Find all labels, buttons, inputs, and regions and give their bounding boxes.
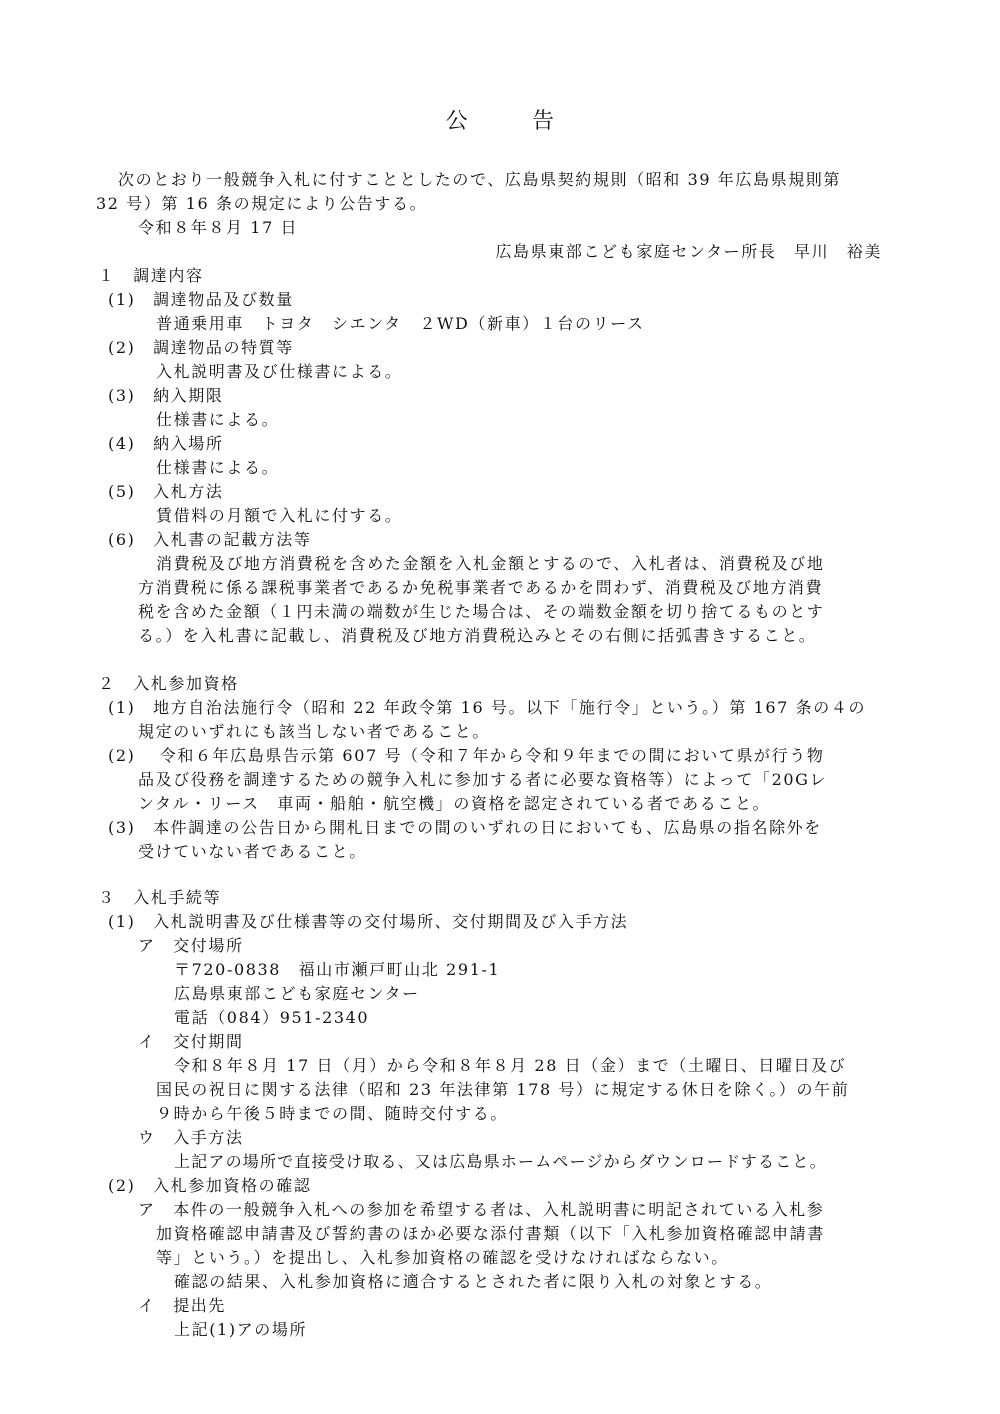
s3-sub-b-label: イ 交付期間 [138,1032,244,1051]
s3-sub-a2-line-2: 加資格確認申請書及び誓約書のほか必要な添付書類（以下「入札参加資格確認申請書 [156,1224,825,1243]
s1-item-6-line-4: る。）を入札書に記載し、消費税及び地方消費税込みとその右側に括弧書きすること。 [138,626,817,645]
s1-item-5-text: 賃借料の月額で入札に付する。 [156,506,403,525]
section-3-heading: ３ 入札手続等 [98,888,222,907]
s3-sub-c-text: 上記アの場所で直接受け取る、又は広島県ホームページからダウンロードすること。 [174,1152,827,1171]
s1-item-6-line-1: 消費税及び地方消費税を含めた金額を入札金額とするので、入札者は、消費税及び地 [156,554,825,573]
section-1-heading: １ 調達内容 [98,266,204,285]
s3-sub-c-label: ウ 入手方法 [138,1128,244,1147]
s1-item-6-line-2: 方消費税に係る課税事業者であるか免税事業者であるかを問わず、消費税及び地方消費 [138,578,824,597]
s1-item-1-text: 普通乗用車 トヨタ シエンタ ２WD（新車）１台のリース [156,314,645,333]
s2-item-2-line-2: 品及び役務を調達するための競争入札に参加する者に必要な資格等）によって「20Gレ [138,770,828,789]
notice-date: 令和８年８月 17 日 [138,218,299,237]
s3-sub-b2-text: 上記(1)アの場所 [174,1320,308,1339]
s3-sub-a-label: ア 交付場所 [138,936,244,955]
s3-sub-a-line-2: 広島県東部こども家庭センター [174,984,420,1003]
s1-item-6-line-3: 税を含めた金額（１円未満の端数が生じた場合は、その端数金額を切り捨てるものとす [138,602,825,621]
intro-line-2: 32 号）第 16 条の規定により公告する。 [96,194,428,213]
s3-sub-b-line-2: 国民の祝日に関する法律（昭和 23 年法律第 178 号）に規定する休日を除く。）の午前 [156,1080,850,1099]
s3-sub-b2-label: イ 提出先 [138,1296,227,1315]
issuer-name: 広島県東部こども家庭センター所長 早川 裕美 [495,242,882,261]
s2-item-1-line-1: (1) 地方自治法施行令（昭和 22 年政令第 16 号。以下「施行令」という。）第 167 条の４の [108,698,867,717]
s2-item-2-line-3: ンタル・リース 車両・船舶・航空機」の資格を認定されている者であること。 [138,794,771,813]
s3-item-1-label: (1) 入札説明書及び仕様書等の交付場所、交付期間及び入手方法 [108,912,629,931]
s2-item-2-line-1: (2) 令和６年広島県告示第 607 号（令和７年から令和９年までの間において県が行う物 [108,746,825,765]
s3-sub-b-line-3: ９時から午後５時までの間、随時交付する。 [156,1104,509,1123]
s3-sub-a-line-1: 〒720-0838 福山市瀬戸町山北 291-1 [174,960,501,979]
s1-item-4-label: (4) 納入場所 [108,434,224,453]
s1-item-2-text: 入札説明書及び仕様書による。 [156,362,403,381]
section-2-heading: ２ 入札参加資格 [98,674,239,693]
page-title [0,104,1000,135]
title-char-2: 告 [532,109,555,134]
s1-item-3-text: 仕様書による。 [156,410,280,429]
s1-item-1-label: (1) 調達物品及び数量 [108,290,294,309]
s3-sub-b-line-1: 令和８年８月 17 日（月）から令和８年８月 28 日（金）まで（土曜日、日曜日及び [174,1056,847,1075]
s3-sub-a2-line-4: 確認の結果、入札参加資格に適合するとされた者に限り入札の対象とする。 [174,1272,773,1291]
intro-line-1: 次のとおり一般競争入札に付すこととしたので、広島県契約規則（昭和 39 年広島県規則第 [118,170,842,189]
s3-item-2-label: (2) 入札参加資格の確認 [108,1176,312,1195]
s1-item-6-label: (6) 入札書の記載方法等 [108,530,312,549]
s3-sub-a2-line-3: 等」という。）を提出し、入札参加資格の確認を受けなければならない。 [156,1248,729,1267]
title-char-1: 公 [445,109,468,134]
s3-sub-a2-line-1: ア 本件の一般競争入札への参加を希望する者は、入札説明書に明記されている入札参 [138,1200,825,1219]
s1-item-4-text: 仕様書による。 [156,458,280,477]
s1-item-5-label: (5) 入札方法 [108,482,224,501]
s2-item-3-line-1: (3) 本件調達の公告日から開札日までの間のいずれの日においても、広島県の指名除外を [108,818,822,837]
s3-sub-a-line-3: 電話（084）951-2340 [174,1008,370,1027]
s1-item-2-label: (2) 調達物品の特質等 [108,338,294,357]
s2-item-1-line-2: 規定のいずれにも該当しない者であること。 [138,722,491,741]
s2-item-3-line-2: 受けていない者であること。 [138,842,367,861]
s1-item-3-label: (3) 納入期限 [108,386,224,405]
